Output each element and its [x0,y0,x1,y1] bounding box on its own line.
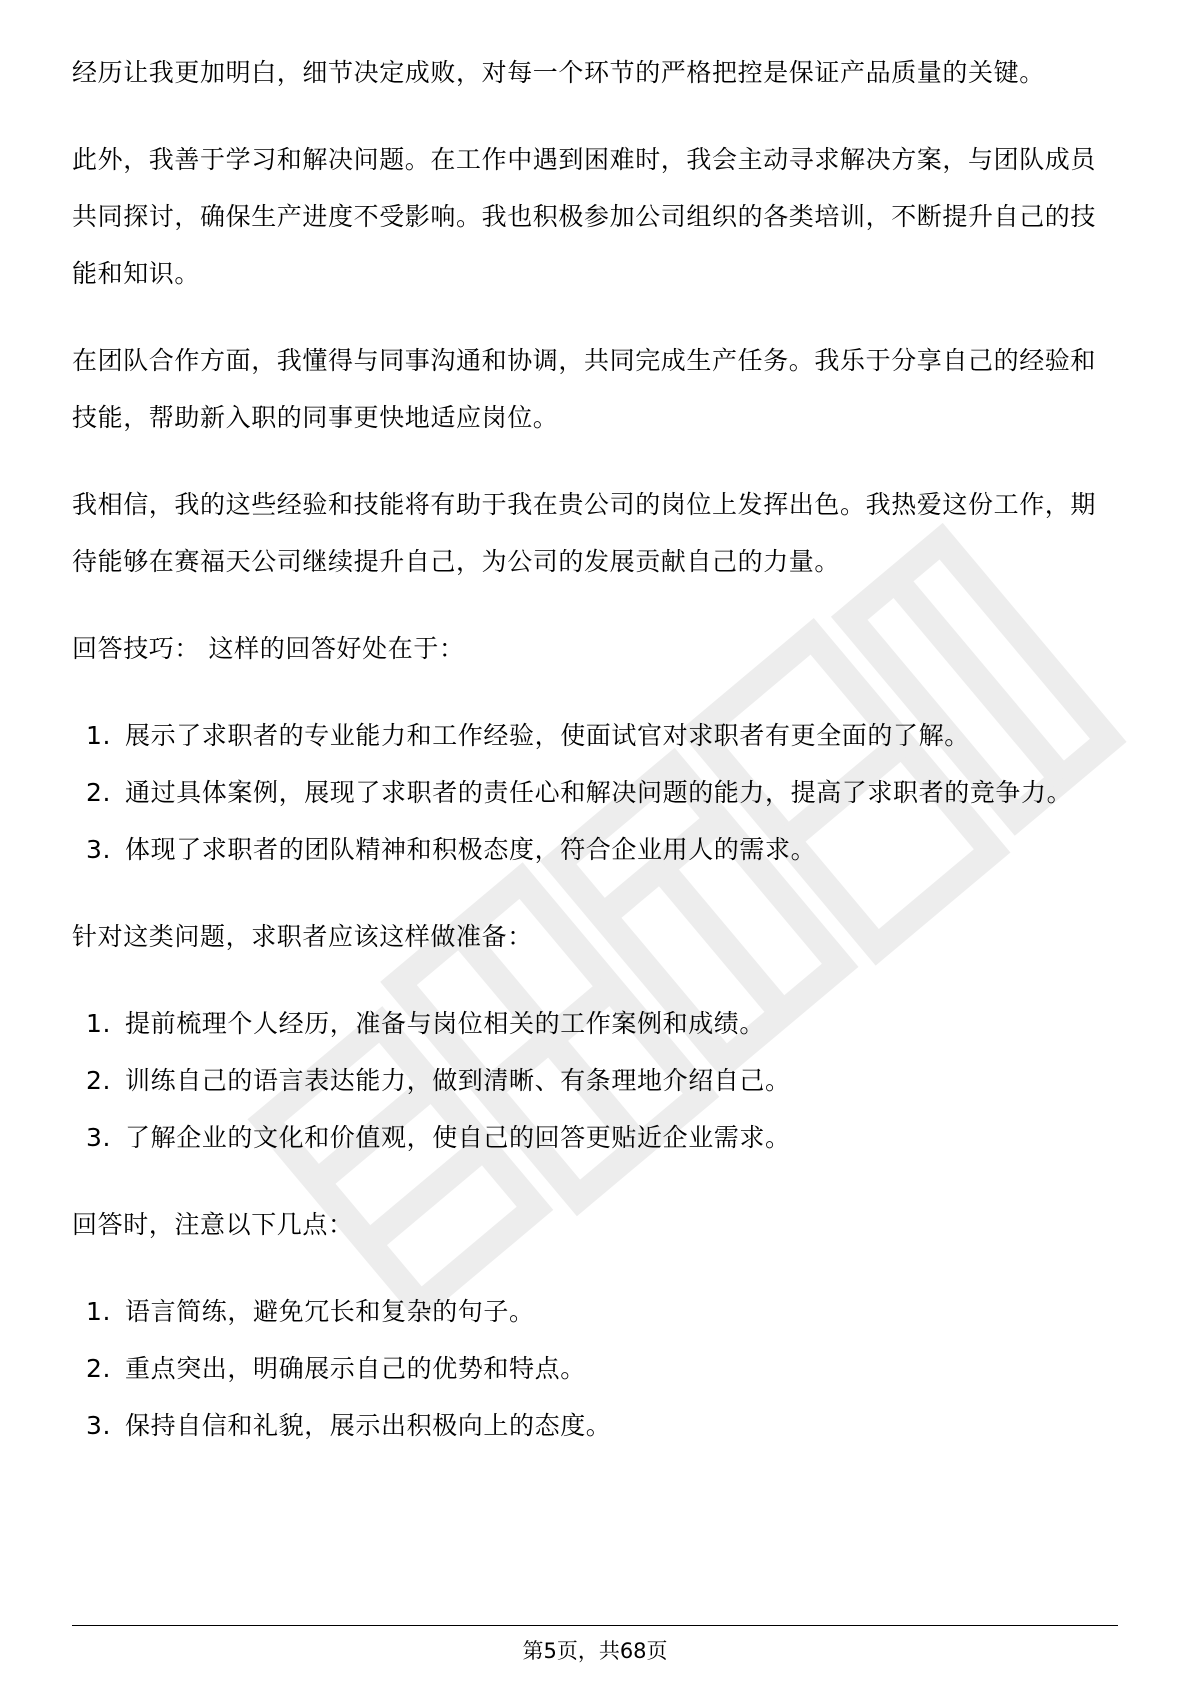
list-item [72,1340,1118,1397]
section-heading-preparation: 针对这类问题，求职者应该这样做准备： [72,922,533,951]
list-number: 3. [86,835,112,864]
list-item [72,821,1118,878]
preparation-list [72,995,1118,1166]
list-number: 3. [86,1411,112,1440]
paragraph-2: 此外，我善于学习和解决问题。在工作中遇到困难时，我会主动寻求解决方案，与团队成员共同探讨，确保生产进度不受影响。我也积极参加公司组织的各类培训，不断提升自己的技能和知识。 [72,145,1097,288]
paragraph-1: 经历让我更加明白，细节决定成败，对每一个环节的严格把控是保证产品质量的关键。 [72,58,1045,87]
list-item-text: 提前梳理个人经历，准备与岗位相关的工作案例和成绩。 [125,1009,766,1038]
list-item [72,1109,1118,1166]
list-item [72,1052,1118,1109]
paragraph-3: 在团队合作方面，我懂得与同事沟通和协调，共同完成生产任务。我乐于分享自己的经验和技能，帮助新入职的同事更快地适应岗位。 [72,346,1097,432]
list-number: 2. [86,778,112,807]
footer-divider [72,1625,1118,1626]
notes-list [72,1283,1118,1454]
section-heading-tips: 回答技巧： 这样的回答好处在于： [72,634,465,663]
list-number: 1. [86,721,112,750]
list-item [72,707,1118,764]
list-item [72,1283,1118,1340]
list-item-text: 训练自己的语言表达能力，做到清晰、有条理地介绍自己。 [125,1066,791,1095]
page-number: 第5页，共68页 [522,1639,668,1663]
list-item-text: 了解企业的文化和价值观，使自己的回答更贴近企业需求。 [125,1123,791,1152]
list-number: 2. [86,1354,112,1383]
list-item-text: 通过具体案例，展现了求职者的责任心和解决问题的能力，提高了求职者的竞争力。 [125,778,1073,807]
list-item [72,764,1118,821]
document-body [72,44,1118,1484]
section-heading-notes: 回答时，注意以下几点： [72,1210,354,1239]
list-item-text: 展示了求职者的专业能力和工作经验，使面试官对求职者有更全面的了解。 [125,721,970,750]
list-number: 2. [86,1066,112,1095]
list-number: 3. [86,1123,112,1152]
list-item-text: 保持自信和礼貌，展示出积极向上的态度。 [125,1411,612,1440]
list-item-text: 体现了求职者的团队精神和积极态度，符合企业用人的需求。 [125,835,817,864]
list-number: 1. [86,1009,112,1038]
list-number: 1. [86,1297,112,1326]
list-item-text: 语言简练，避免冗长和复杂的句子。 [125,1297,535,1326]
list-item [72,995,1118,1052]
list-item-text: 重点突出，明确展示自己的优势和特点。 [125,1354,586,1383]
tips-list [72,707,1118,878]
paragraph-4: 我相信，我的这些经验和技能将有助于我在贵公司的岗位上发挥出色。我热爱这份工作，期待能够在赛福天公司继续提升自己，为公司的发展贡献自己的力量。 [72,490,1097,576]
list-item [72,1397,1118,1454]
